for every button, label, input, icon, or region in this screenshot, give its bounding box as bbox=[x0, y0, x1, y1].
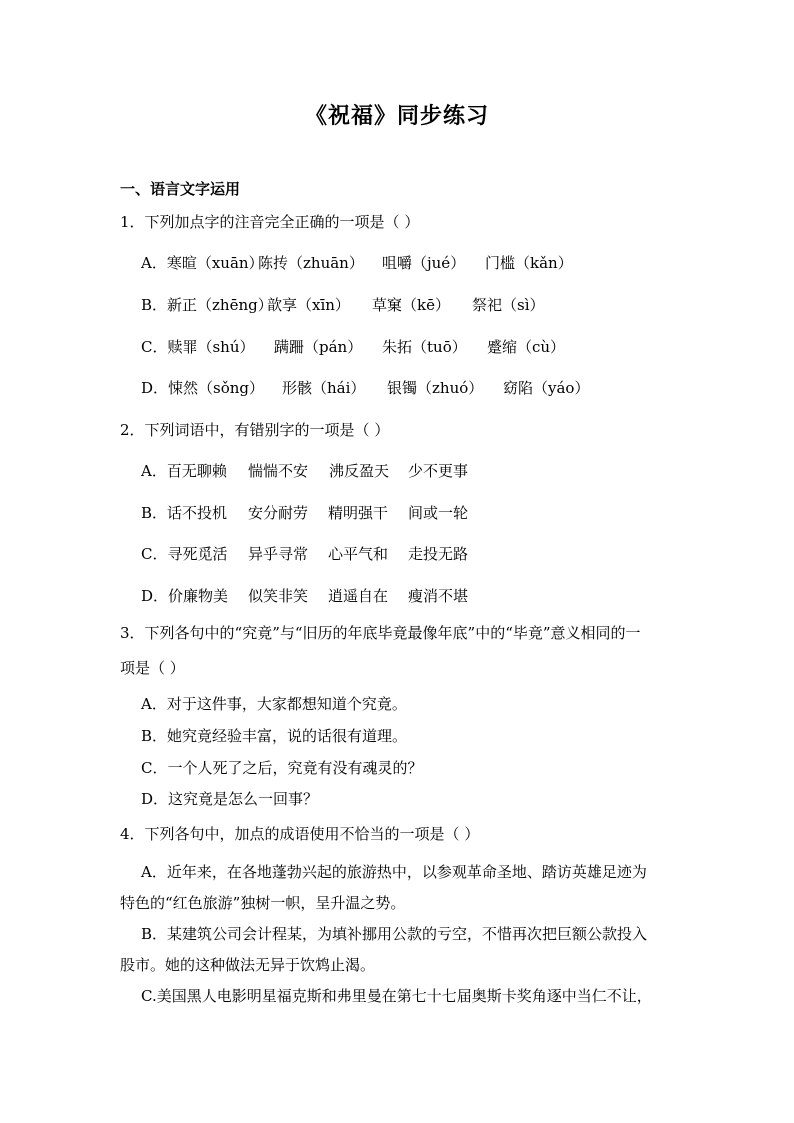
option-b-item-4: 祭祀（sì） bbox=[472, 296, 545, 314]
option-b-item-4: 间或一轮 bbox=[408, 504, 469, 522]
question-2-option-a bbox=[141, 461, 468, 481]
option-c-item-4: 蹙缩（cù） bbox=[487, 338, 566, 356]
option-d-item-2: 形骸（hái） bbox=[282, 379, 366, 397]
option-b-item-3: 草窠（kē） bbox=[372, 296, 450, 314]
option-c-item-2: 异乎寻常 bbox=[248, 545, 309, 563]
question-4-option-b-line-2: 股市。她的这种做法无异于饮鸩止渴。 bbox=[120, 956, 376, 974]
question-1-option-b bbox=[141, 295, 545, 315]
option-d-item-3: 银镯（zhuó） bbox=[387, 379, 484, 397]
question-4-stem: 4．下列各句中，加点的成语使用不恰当的一项是（ ） bbox=[120, 825, 480, 843]
question-1-option-d bbox=[141, 378, 589, 398]
option-d-item-2: 似笑非笑 bbox=[248, 587, 309, 605]
option-a-item-1: A．寒暄（xuān） bbox=[141, 254, 264, 272]
question-2-stem: 2．下列词语中，有错别字的一项是（ ） bbox=[120, 421, 390, 439]
option-a-item-3: 沸反盈天 bbox=[329, 462, 390, 480]
question-3-stem-line-1: 3．下列各句中的“究竟”与“旧历的年底毕竟最像年底”中的“毕竟”意义相同的一 bbox=[120, 624, 641, 642]
question-4-option-c-line-1: C.美国黑人电影明星福克斯和弗里曼在第七十七届奥斯卡奖角逐中当仁不让， bbox=[141, 987, 652, 1005]
option-c-item-1: C．赎罪（shú） bbox=[141, 338, 255, 356]
option-b-item-1: B．新正（zhēng） bbox=[141, 296, 273, 314]
option-c-item-3: 朱拓（tuō） bbox=[382, 338, 467, 356]
option-a-item-1: A．百无聊赖 bbox=[141, 462, 227, 480]
option-c-item-1: C．寻死觅活 bbox=[141, 545, 228, 563]
option-d-item-1: D．价廉物美 bbox=[141, 587, 229, 605]
option-c-item-4: 走投无路 bbox=[408, 545, 469, 563]
option-d-item-1: D．悚然（sǒng） bbox=[141, 379, 265, 397]
option-c-item-3: 心平气和 bbox=[328, 545, 389, 563]
question-1-option-a bbox=[141, 253, 573, 273]
option-a-item-3: 咀嚼（jué） bbox=[382, 254, 466, 272]
option-b-item-2: 安分耐劳 bbox=[248, 504, 309, 522]
section-heading: 一、语言文字运用 bbox=[120, 180, 241, 198]
option-a-item-4: 门槛（kǎn） bbox=[485, 254, 573, 272]
option-a-item-4: 少不更事 bbox=[408, 462, 469, 480]
option-c-item-2: 蹒跚（pán） bbox=[274, 338, 363, 356]
option-a-item-2: 惴惴不安 bbox=[248, 462, 309, 480]
question-3-option-d: D．这究竟是怎么一回事？ bbox=[141, 790, 319, 808]
page-title: 《祝福》同步练习 bbox=[304, 104, 489, 129]
question-3-option-c: C．一个人死了之后，究竟有没有魂灵的？ bbox=[141, 759, 423, 777]
question-4-option-b-line-1: B．某建筑公司会计程某，为填补挪用公款的亏空，不惜再次把巨额公款投入 bbox=[141, 925, 648, 943]
question-1-option-c bbox=[141, 337, 565, 357]
option-b-item-2: 歆享（xīn） bbox=[267, 296, 350, 314]
option-b-item-1: B．话不投机 bbox=[141, 504, 228, 522]
question-2-option-b bbox=[141, 503, 468, 523]
option-a-item-2: 陈抟（zhuān） bbox=[258, 254, 364, 272]
question-3-option-a: A．对于这件事，大家都想知道个究竟。 bbox=[141, 695, 407, 713]
option-d-item-4: 瘦消不堪 bbox=[408, 587, 469, 605]
question-3-option-b: B．她究竟经验丰富，说的话很有道理。 bbox=[141, 727, 408, 745]
question-4-option-a-line-1: A．近年来，在各地蓬勃兴起的旅游热中，以参观革命圣地、踏访英雄足迹为 bbox=[141, 863, 647, 881]
option-b-item-3: 精明强干 bbox=[328, 504, 389, 522]
question-3-stem-line-2: 项是（ ） bbox=[120, 659, 185, 677]
question-1-stem: 1．下列加点字的注音完全正确的一项是（ ） bbox=[120, 213, 420, 231]
question-2-option-d bbox=[141, 586, 468, 606]
question-4-option-a-line-2: 特色的“红色旅游”独树一帜，呈升温之势。 bbox=[120, 894, 406, 912]
option-d-item-4: 窈陷（yáo） bbox=[503, 379, 590, 397]
question-2-option-c bbox=[141, 544, 468, 564]
option-d-item-3: 逍遥自在 bbox=[328, 587, 389, 605]
